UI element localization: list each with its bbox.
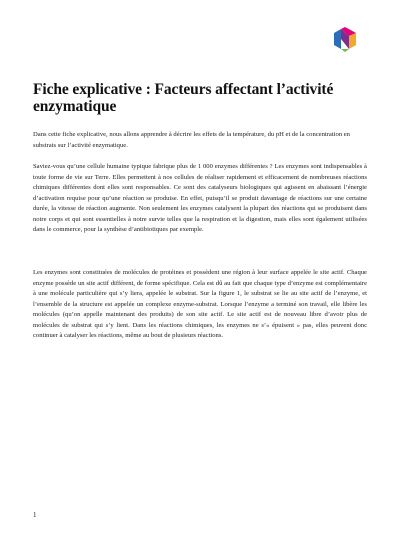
logo-shape-left [334, 29, 341, 49]
body-paragraph-1: Saviez-vous qu’une cellule humaine typique fabrique plus de 1 000 enzymes différentes ? Les enzymes sont indispensables à toute forme de vie sur Terre. Elles permettent à nos cellules de réaliser rapidement et efficacement de nombreuses réactions chimiques différentes dont elles sont responsables. Ce sont des catalyseurs biologiques qui agissent en abaissant l’énergie d’activation requise pour qu’une réaction se produise. En effet, puisqu’il se produit davantage de réactions sur une certaine durée, la vitesse de réaction augmente. Non seulement les enzymes catalysent la plupart des réactions qui se produisent dans notre corps et qui sont essentielles à notre survie telles que la respiration et la digestion, mais elles sont également utilisées dans le commerce, pour la synthèse d’antibiotiques par exemple. [33, 163, 367, 233]
brand-logo-icon [334, 27, 356, 52]
intro-paragraph: Dans cette fiche explicative, nous allons apprendre à décrire les effets de la température, du pH et de la concentration en substrats sur l’activité enzymatique. [33, 131, 350, 149]
page-title: Fiche explicative : Facteurs affectant l’activité enzymatique [33, 81, 334, 115]
body-paragraph-2: Les enzymes sont constituées de molécules de protéines et possèdent une région à leur surface appelée le site actif. Chaque enzyme possède un site actif différent, de forme spécifique. Cela est dû au fait que chaque type d’enzyme est complémentaire à une molécule particulière qui s’y liera, appelée le substrat. Sur la figure 1, le substrat se lie au site actif de l’enzyme, et l’ensemble de la structure est appelée un complexe enzyme-substrat. Lorsque l’enzyme a terminé son travail, elle libère les molécules (qu’on appelle maintenant des produits) de son site actif. Le site actif est de nouveau libre d’avoir plus de molécules de substrat qui s’y lient. Dans les réactions chimiques, les enzymes ne s’« épuisent » pas, elles peuvent donc continuer à catalyser les réactions, même au bout de plusieurs réactions. [33, 269, 367, 339]
page-number: 1 [33, 511, 37, 519]
logo-shape-bottom [341, 49, 349, 52]
